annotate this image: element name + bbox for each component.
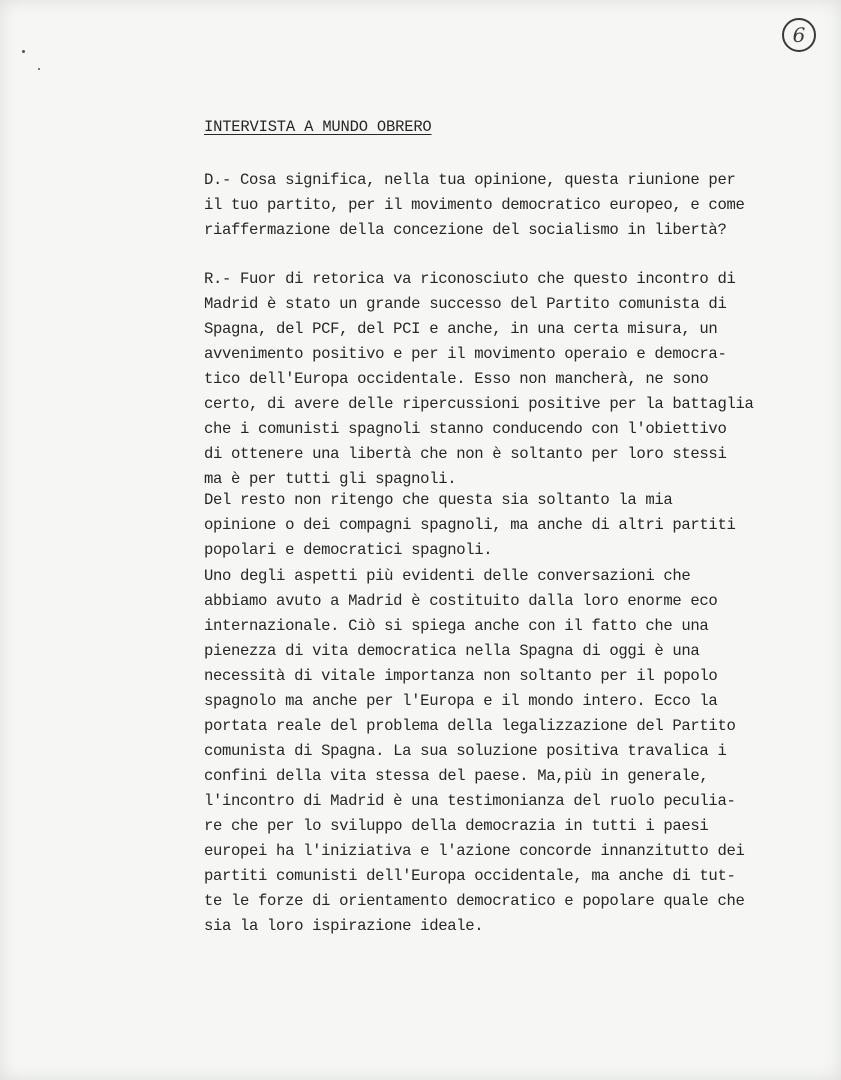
text-line: Madrid è stato un grande successo del Partito comunista di — [204, 295, 727, 313]
text-line: partiti comunisti dell'Europa occidentale, ma anche di tut- — [204, 867, 736, 885]
text-line: Del resto non ritengo che questa sia soltanto la mia — [204, 491, 673, 509]
scan-speck — [38, 68, 40, 70]
text-line: internazionale. Ciò si spiega anche con il fatto che una — [204, 617, 709, 635]
answer-paragraph — [204, 488, 735, 563]
text-line: R.- Fuor di retorica va riconosciuto che questo incontro di — [204, 270, 736, 288]
text-line: sia la loro ispirazione ideale. — [204, 917, 484, 935]
text-line: popolari e democratici spagnoli. — [204, 541, 493, 559]
text-line: europei ha l'iniziativa e l'azione concorde innanzitutto dei — [204, 842, 745, 860]
text-line: confini della vita stessa del paese. Ma,più in generale, — [204, 767, 709, 785]
text-line: necessità di vitale importanza non soltanto per il popolo — [204, 667, 718, 685]
text-line: D.- Cosa significa, nella tua opinione, questa riunione per — [204, 171, 736, 189]
text-line: spagnolo ma anche per l'Europa e il mondo intero. Ecco la — [204, 692, 718, 710]
text-line: portata reale del problema della legalizzazione del Partito — [204, 717, 736, 735]
page-number-circled: 6 — [782, 18, 816, 52]
text-line: certo, di avere delle ripercussioni positive per la battaglia — [204, 395, 754, 413]
text-line: l'incontro di Madrid è una testimonianza del ruolo peculia- — [204, 792, 736, 810]
scan-speck — [22, 50, 25, 53]
answer-paragraph — [204, 267, 753, 492]
document-title: INTERVISTA A MUNDO OBRERO — [204, 118, 432, 136]
text-line: comunista di Spagna. La sua soluzione positiva travalica i — [204, 742, 727, 760]
text-line: re che per lo sviluppo della democrazia in tutti i paesi — [204, 817, 709, 835]
text-line: che i comunisti spagnoli stanno conducendo con l'obiettivo — [204, 420, 727, 438]
text-line: abbiamo avuto a Madrid è costituito dalla loro enorme eco — [204, 592, 718, 610]
answer-paragraph — [204, 564, 744, 939]
text-line: il tuo partito, per il movimento democratico europeo, e come — [204, 196, 745, 214]
text-line: te le forze di orientamento democratico e popolare quale che — [204, 892, 745, 910]
text-line: Uno degli aspetti più evidenti delle conversazioni che — [204, 567, 691, 585]
text-line: tico dell'Europa occidentale. Esso non mancherà, ne sono — [204, 370, 709, 388]
text-line: opinione o dei compagni spagnoli, ma anche di altri partiti — [204, 516, 736, 534]
text-line: avvenimento positivo e per il movimento operaio e democra- — [204, 345, 727, 363]
question-paragraph — [204, 168, 744, 243]
text-line: ma è per tutti gli spagnoli. — [204, 470, 457, 488]
text-line: pienezza di vita democratica nella Spagna di oggi è una — [204, 642, 700, 660]
text-line: riaffermazione della concezione del socialismo in libertà? — [204, 221, 727, 239]
text-line: di ottenere una libertà che non è soltanto per loro stessi — [204, 445, 727, 463]
text-line: Spagna, del PCF, del PCI e anche, in una certa misura, un — [204, 320, 718, 338]
